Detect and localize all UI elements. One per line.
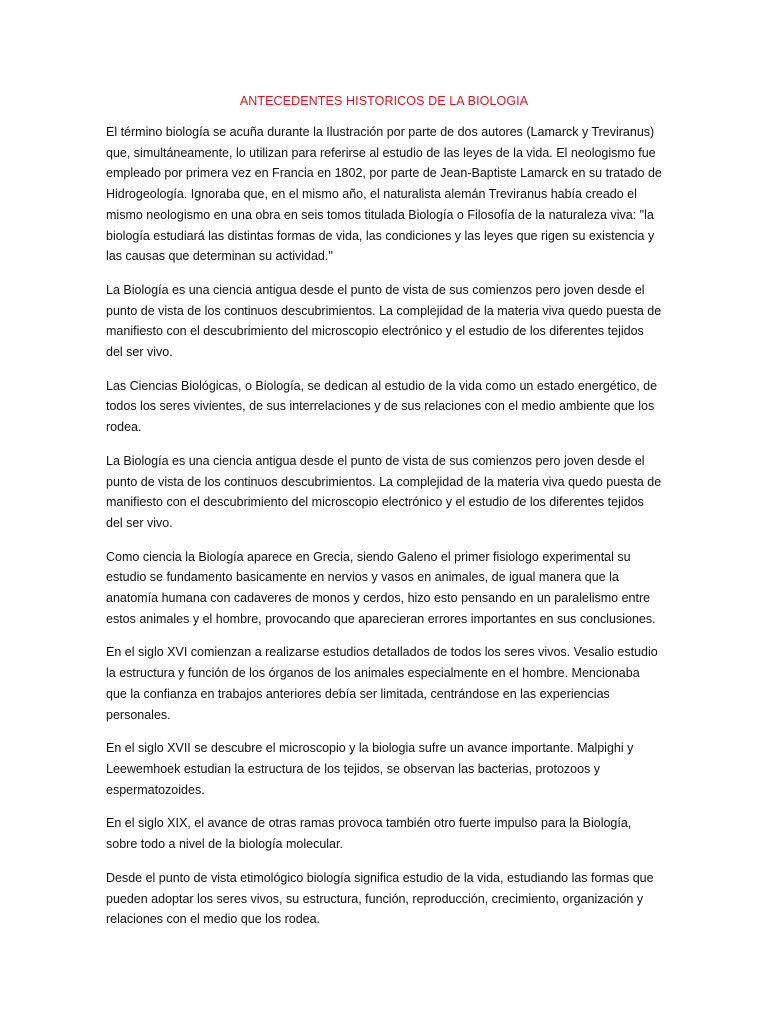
paragraph: La Biología es una ciencia antigua desde el punto de vista de sus comienzos pero joven desde el punto de vista de los continuos descubrimientos. La complejidad de la materia viva quedo puesta de manifiesto con el descubrimiento del microscopio electrónico y el estudio de los diferentes tejidos del ser vivo. — [106, 282, 662, 360]
paragraph: Como ciencia la Biología aparece en Grecia, siendo Galeno el primer fisiologo experimental su estudio se fundamento basicamente en nervios y vasos en animales, de igual manera que la anatomía humana con cadaveres de monos y cerdos, hizo esto pensando en un paralelismo entre estos animales y el hombre, provocando que aparecieran errores importantes en sus conclusiones. — [106, 549, 656, 626]
paragraph: En el siglo XVI comienzan a realizarse estudios detallados de todos los seres vivos. Vesalio estudio la estructura y función de los órganos de los animales especialmente en el hombre. Mencionaba que la confianza en trabajos anteriores debía ser limitada, centrándose en las experiencias personales. — [106, 645, 658, 722]
document-body — [106, 122, 662, 943]
paragraph: Desde el punto de vista etimológico biología significa estudio de la vida, estudiando las formas que pueden adoptar los seres vivos, su estructura, función, reproducción, crecimiento, organización y relaciones con el medio que los rodea. — [106, 870, 654, 927]
document-title: ANTECEDENTES HISTORICOS DE LA BIOLOGIA — [239, 94, 529, 108]
paragraph: El término biología se acuña durante la Ilustración por parte de dos autores (Lamarck y Treviranus) que, simultáneamente, lo utilizan para referirse al estudio de las leyes de la vida. El neologismo fue empleado por primera vez en Francia en 1802, por parte de Jean-Baptiste Lamarck en su tratado de Hidrogeología. Ignoraba que, en el mismo año, el naturalista alemán Treviranus había creado el mismo neologismo en una obra en seis tomos titulada Biología o Filosofía de la naturaleza viva: "la biología estudiará las distintas formas de vida, las condiciones y las leyes que rigen su existencia y las causas que determinan su actividad." — [106, 125, 662, 264]
paragraph: En el siglo XVII se descubre el microscopio y la biologia sufre un avance importante. Malpighi y Leewemhoek estudian la estructura de los tejidos, se observan las bacterias, protozoos y espermatozoides. — [106, 741, 634, 797]
paragraph: En el siglo XIX, el avance de otras ramas provoca también otro fuerte impulso para la Biología, sobre todo a nivel de la biología molecular. — [106, 816, 632, 852]
paragraph: Las Ciencias Biológicas, o Biología, se dedican al estudio de la vida como un estado energético, de todos los seres vivientes, de sus interrelaciones y de sus relaciones con el medio ambiente que los rodea. — [106, 378, 658, 435]
paragraph: La Biología es una ciencia antigua desde el punto de vista de sus comienzos pero joven desde el punto de vista de los continuos descubrimientos. La complejidad de la materia viva quedo puesta de manifiesto con el descubrimiento del microscopio electrónico y el estudio de los diferentes tejidos del ser vivo. — [106, 453, 662, 530]
